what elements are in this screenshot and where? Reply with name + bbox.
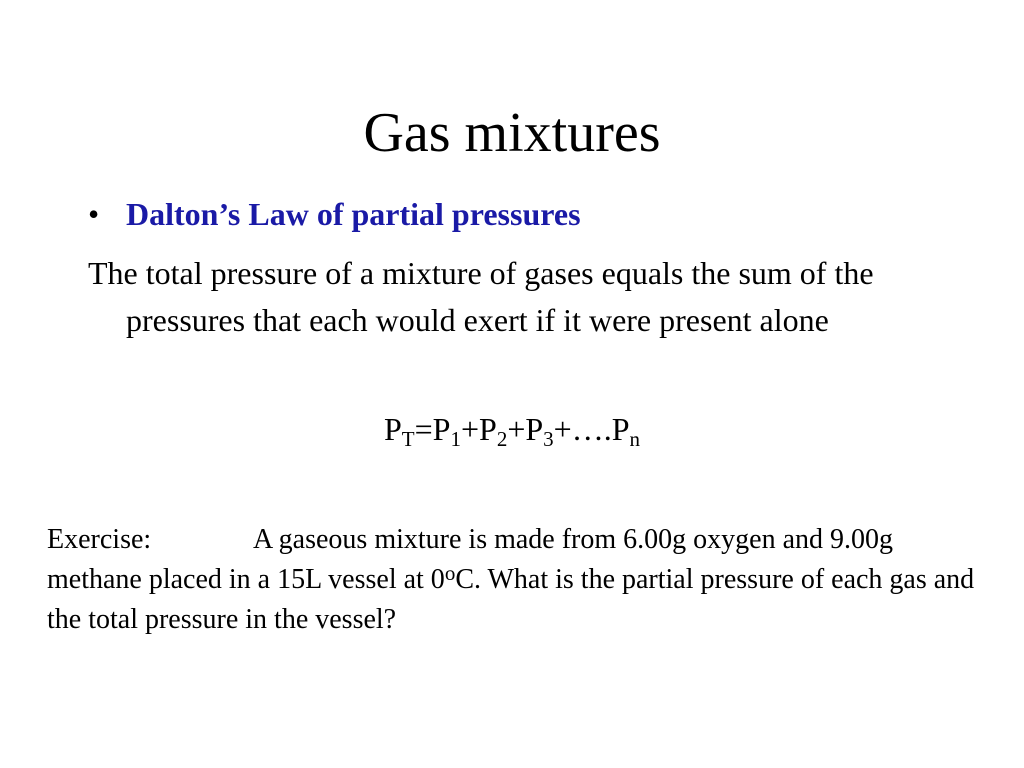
- formula-subscript-2: 2: [496, 427, 508, 451]
- exercise-label: Exercise:: [47, 524, 152, 555]
- formula-subscript-1: 1: [450, 427, 461, 451]
- formula-total-symbol: P: [384, 411, 402, 447]
- law-definition: The total pressure of a mixture of gases equals the sum of the pressures that each would exert if it were present alone: [88, 255, 874, 338]
- formula-equals-p: =P: [414, 411, 451, 447]
- formula-ellipsis: +….P: [553, 411, 630, 447]
- formula-plus-p-2: +P: [507, 411, 544, 447]
- formula-subscript-3: 3: [543, 427, 554, 451]
- exercise-text: [47, 520, 987, 640]
- exercise-body-after-degree: C. What is the partial pressure of each gas and the total pressure in the vessel?: [47, 564, 975, 635]
- bullet-marker: •: [88, 196, 100, 232]
- formula-subscript-n: n: [629, 427, 640, 451]
- bullet-item: [88, 192, 581, 236]
- formula-total-subscript: T: [401, 427, 415, 451]
- slide-title: Gas mixtures: [363, 102, 661, 164]
- bullet-heading: Dalton’s Law of partial pressures: [126, 196, 581, 232]
- formula-plus-p-1: +P: [460, 411, 497, 447]
- degree-superscript: o: [444, 561, 456, 585]
- exercise-body-before-degree: A gaseous mixture is made from 6.00g oxygen and 9.00g methane placed in a 15L vessel at 0: [47, 524, 894, 595]
- dalton-formula: [0, 404, 1024, 454]
